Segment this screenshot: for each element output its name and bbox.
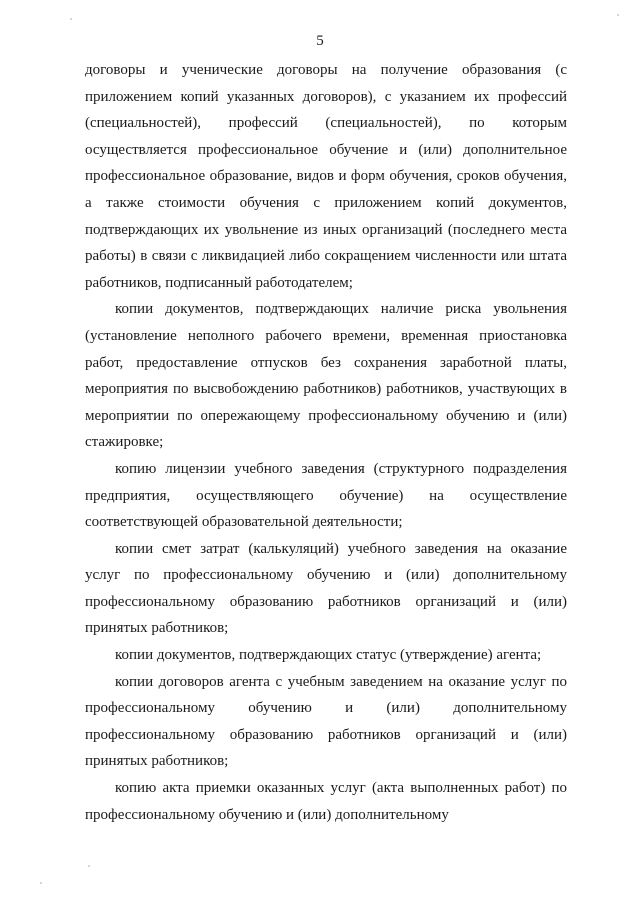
document-body (85, 57, 567, 828)
paragraph-license-copy: копию лицензии учебного заведения (структурного подразделения предприятия, осуществляющего обучение) на осуществление соответствующей образовательной деятельности; (85, 460, 567, 531)
paragraph-cost-estimates: копии смет затрат (калькуляций) учебного заведения на оказание услуг по профессиональному обучению и (или) дополнительному профессиональному образованию работников организаций и (или) принятых работников; (85, 540, 567, 637)
scan-speck (88, 865, 90, 867)
scan-speck (617, 14, 619, 16)
paragraph-contracts-list: договоры и ученические договоры на получение образования (с приложением копий указанных договоров), с указанием их профессий (специальностей), профессий (специальностей), по которым осуществляется профессиональное обучение и (или) дополнительное профессиональное образование, видов и форм обучения, сроков обучения, а также стоимости обучения с приложением копий документов, подтверждающих их увольнение из иных организаций (последнего места работы) в связи с ликвидацией либо сокращением численности или штата работников, подписанный работодателем; (85, 62, 567, 291)
scan-speck (40, 882, 42, 884)
paragraph-agent-contracts: копии договоров агента с учебным заведением на оказание услуг по профессиональному обучению и (или) дополнительному профессиональному образованию работников организаций и (или) принятых работников; (85, 673, 567, 770)
paragraph-agent-status: копии документов, подтверждающих статус (утверждение) агента; (115, 647, 542, 664)
paragraph-acceptance-act: копию акта приемки оказанных услуг (акта выполненных работ) по профессиональному обучению и (или) дополнительному (85, 780, 567, 823)
paragraph-dismissal-risk-docs: копии документов, подтверждающих наличие риска увольнения (установление неполного рабочего времени, временная приостановка работ, предоставление отпусков без сохранения заработной платы, мероприятия по высвобождению работников) работников, участвующих в мероприятии по опережающему профессиональному обучению и (или) стажировке; (85, 301, 567, 451)
page-number: 5 (316, 33, 324, 49)
scan-speck (70, 18, 72, 20)
